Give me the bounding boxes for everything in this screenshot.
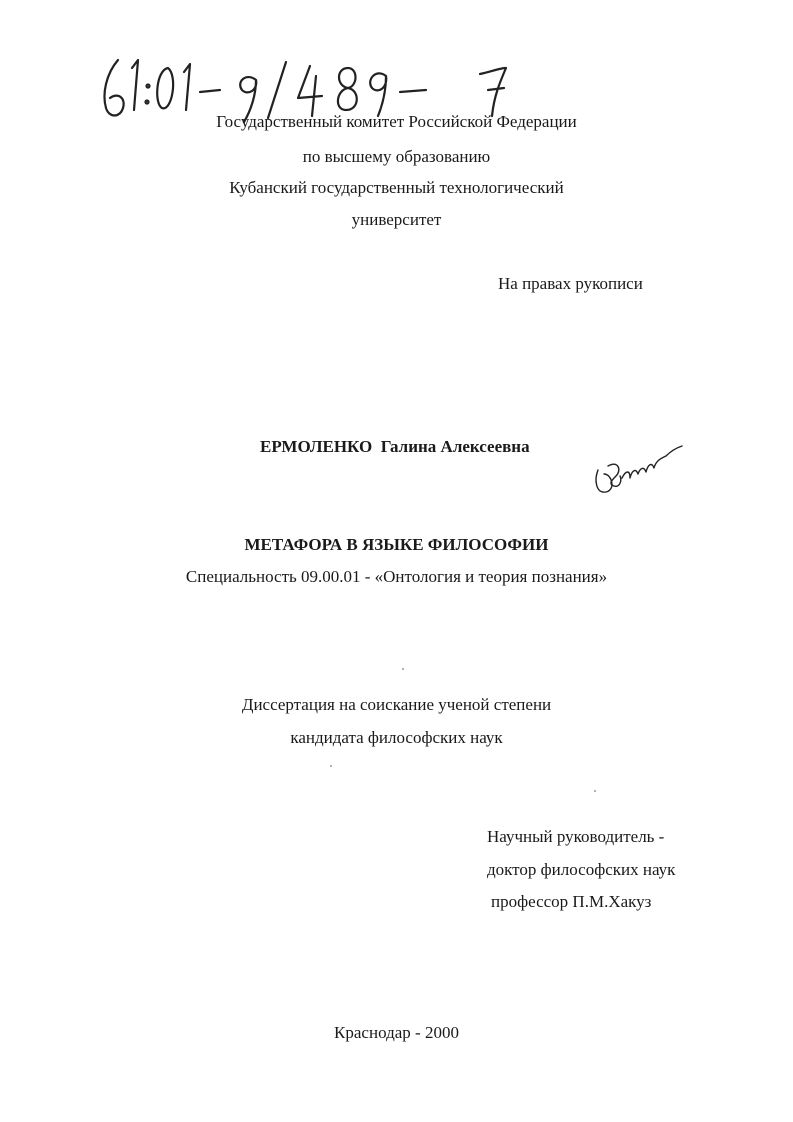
scan-speck	[330, 765, 332, 767]
supervisor-line-1: Научный руководитель -	[487, 827, 665, 846]
author-given-names: Галина Алексеевна	[380, 437, 530, 456]
author-name	[260, 437, 530, 457]
dissertation-title: МЕТАФОРА В ЯЗЫКЕ ФИЛОСОФИИ	[244, 535, 549, 554]
scan-speck	[402, 668, 404, 670]
header-line-3: Кубанский государственный технологический	[229, 178, 564, 197]
degree-line-2: кандидата философских наук	[290, 728, 503, 747]
specialty: Специальность 09.00.01 - «Онтология и теория познания»	[185, 567, 608, 586]
rights-note: На правах рукописи	[498, 274, 643, 293]
scan-speck	[594, 790, 596, 792]
header-line-1: Государственный комитет Российской Федерации	[216, 112, 577, 131]
author-surname: ЕРМОЛЕНКО	[260, 437, 373, 456]
header-line-2: по высшему образованию	[302, 147, 491, 166]
place-and-year: Краснодар - 2000	[334, 1023, 459, 1042]
degree-line-1: Диссертация на соискание ученой степени	[241, 695, 552, 714]
supervisor-line-3: профессор П.М.Хакуз	[491, 892, 652, 911]
supervisor-line-2: доктор философских наук	[487, 860, 676, 879]
header-line-4: университет	[351, 210, 442, 229]
signature-mark	[590, 440, 685, 500]
